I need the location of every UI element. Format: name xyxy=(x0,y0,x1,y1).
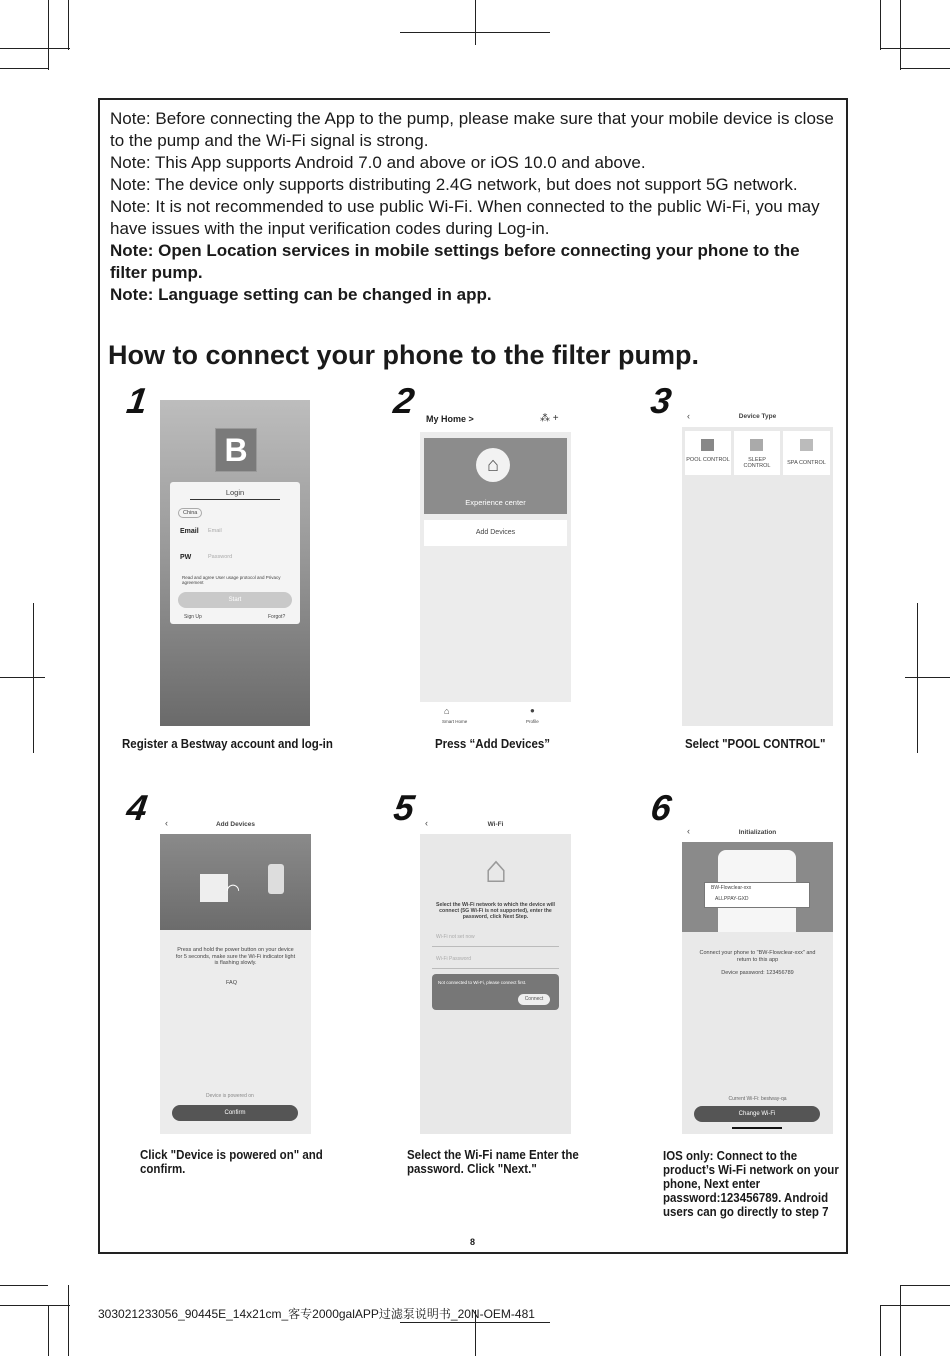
profile-tab-icon[interactable]: ● xyxy=(530,706,535,715)
crop-mark xyxy=(880,48,950,49)
crop-mark xyxy=(917,603,918,753)
note-bold: Note: Language setting can be changed in app. xyxy=(110,285,492,304)
house-wifi-icon: ⌂ xyxy=(484,849,508,891)
connect-button[interactable]: Connect xyxy=(518,994,550,1005)
wifi-name-field[interactable] xyxy=(432,930,559,947)
crop-mark xyxy=(68,1285,69,1356)
spa-control-tile[interactable] xyxy=(783,431,830,475)
plus-icon[interactable]: ⁂ + xyxy=(540,413,559,424)
step-caption: IOS only: Connect to the product’s Wi-Fi network on your phone, Next enter password:123456789. Android users can go directly to step 7 xyxy=(663,1149,839,1219)
back-icon[interactable]: ‹ xyxy=(687,411,690,421)
step-number: 2 xyxy=(391,380,417,421)
step-caption: Select the Wi-Fi name Enter the password. Click "Next." xyxy=(407,1148,579,1176)
email-label: Email xyxy=(180,528,199,535)
notes-block xyxy=(110,108,840,306)
crop-mark xyxy=(880,0,881,50)
device-type-title: Device Type xyxy=(738,413,777,420)
crop-mark xyxy=(880,1305,950,1306)
wifi-option-1[interactable]: BW-Flowclear-xxx xyxy=(711,885,752,891)
crop-mark xyxy=(68,0,69,50)
experience-center-card[interactable] xyxy=(424,438,567,514)
faq-link[interactable]: FAQ xyxy=(226,980,238,986)
start-button[interactable]: Start xyxy=(178,592,292,608)
tile-label: SPA CONTROL xyxy=(787,460,826,466)
crop-mark xyxy=(900,0,901,70)
step-number: 5 xyxy=(391,787,417,828)
note: Note: It is not recommended to use public Wi-Fi. When connected to the public Wi-Fi, you may have issues with the input verification codes during Log-in. xyxy=(110,197,820,238)
agreement-text[interactable]: Read and agree User usage protocol and Privacy agreement xyxy=(182,575,281,585)
add-devices-title: Add Devices xyxy=(215,821,256,828)
step-number: 6 xyxy=(648,787,674,828)
back-icon[interactable]: ‹ xyxy=(425,818,428,828)
login-title: Login xyxy=(225,488,245,497)
pool-control-tile[interactable] xyxy=(685,431,731,475)
bestway-logo: B xyxy=(215,428,257,472)
instruction-text: Press and hold the power button on your device for 5 seconds, make sure the Wi-Fi indicator light is flashing slowly. xyxy=(175,947,296,966)
sleep-control-tile[interactable] xyxy=(734,431,780,475)
tab-smart-home[interactable]: Smart Home xyxy=(442,719,468,724)
step-caption: Press “Add Devices” xyxy=(435,737,551,751)
wifi-option-2[interactable]: ALLPPAY-GXD xyxy=(715,896,749,902)
login-card xyxy=(170,482,300,624)
crop-mark xyxy=(33,603,34,753)
country-select[interactable]: China xyxy=(178,508,202,518)
phone-illustration xyxy=(682,842,833,932)
step-number: 1 xyxy=(124,380,150,421)
back-icon[interactable]: ‹ xyxy=(687,826,690,836)
confirm-button[interactable]: Confirm xyxy=(172,1105,298,1121)
warning-box xyxy=(432,974,559,1010)
note: Note: This App supports Android 7.0 and above or iOS 10.0 and above. xyxy=(110,153,646,172)
warning-text: Not connected to Wi-Fi, please connect first. xyxy=(438,980,527,985)
footer-code: 303021233056_90445E_14x21cm_客专2000galAPP过滤泵说明书_20N-OEM-481 xyxy=(98,1307,535,1321)
page-number: 8 xyxy=(470,1237,476,1247)
screenshot-home xyxy=(420,402,571,728)
wifi-password-placeholder: Wi-Fi Password xyxy=(436,956,472,962)
crop-mark xyxy=(0,48,70,49)
connect-instruction: Connect your phone to "BW-Flowclear-xxx" and return to this app xyxy=(699,950,816,963)
forgot-link[interactable]: Forgot? xyxy=(268,614,286,620)
home-title[interactable]: My Home > xyxy=(426,414,474,424)
home-tab-icon[interactable]: ⌂ xyxy=(444,706,450,716)
wifi-instruction: Select the Wi-Fi network to which the device will connect (5G Wi-Fi is not supported), enter the password, click Next Step. xyxy=(436,902,555,920)
screenshot-device-type xyxy=(682,405,833,726)
home-icon: ⌂ xyxy=(476,448,510,482)
wifi-password-field[interactable] xyxy=(432,952,559,969)
crop-mark xyxy=(0,68,48,69)
change-wifi-button[interactable]: Change Wi-Fi xyxy=(694,1106,820,1122)
signup-link[interactable]: Sign Up xyxy=(184,614,202,620)
crop-mark xyxy=(48,0,49,70)
step-caption: Select "POOL CONTROL" xyxy=(685,737,826,751)
crop-mark xyxy=(880,1305,881,1356)
wifi-name-placeholder: Wi-Fi not set now xyxy=(436,934,475,940)
tab-profile[interactable]: Profile xyxy=(526,719,539,724)
device-photo xyxy=(160,834,311,930)
note-bold: Note: Open Location services in mobile settings before connecting your phone to the filter pump. xyxy=(110,241,800,282)
add-devices-label: Add Devices xyxy=(475,529,516,536)
screenshot-login xyxy=(160,400,310,726)
note: Note: The device only supports distributing 2.4G network, but does not support 5G network. xyxy=(110,175,798,194)
current-wifi: Current Wi-Fi: bestway-qa xyxy=(728,1096,787,1102)
crop-mark xyxy=(0,1305,70,1306)
tile-label: POOL CONTROL xyxy=(686,457,730,463)
crop-mark xyxy=(900,68,950,69)
initialization-title: Initialization xyxy=(738,829,777,836)
note: Note: Before connecting the App to the pump, please make sure that your mobile device is close to the pump and the Wi-Fi signal is strong. xyxy=(110,109,834,150)
pw-label: PW xyxy=(180,554,192,561)
section-heading: How to connect your phone to the filter pump. xyxy=(108,340,699,370)
step-number: 3 xyxy=(648,380,674,421)
tile-label: SLEEP CONTROL xyxy=(743,457,771,469)
add-devices-button[interactable] xyxy=(424,520,567,546)
crop-mark xyxy=(475,0,476,45)
device-powered-checkbox[interactable]: Device is powered on xyxy=(206,1093,254,1099)
device-password: Device password: 123456789 xyxy=(721,970,794,976)
crop-mark xyxy=(48,1305,49,1356)
screenshot-add-devices xyxy=(160,812,311,1134)
step-caption: Click "Device is powered on" and confirm. xyxy=(140,1148,323,1176)
password-field[interactable]: Password xyxy=(208,554,233,560)
crop-mark xyxy=(900,1285,901,1356)
crop-mark xyxy=(900,1285,950,1286)
email-field[interactable]: Email xyxy=(208,528,222,534)
screenshot-initialization xyxy=(682,820,833,1134)
crop-mark xyxy=(0,1285,48,1286)
back-icon[interactable]: ‹ xyxy=(165,818,168,828)
step-caption: Register a Bestway account and log-in xyxy=(122,737,333,751)
wifi-icon: ◠ xyxy=(226,882,240,899)
crop-mark xyxy=(0,677,45,678)
step-number: 4 xyxy=(124,787,150,828)
crop-mark xyxy=(905,677,950,678)
screenshot-wifi xyxy=(420,812,571,1134)
wifi-title: Wi-Fi xyxy=(487,821,504,828)
experience-center-label: Experience center xyxy=(465,498,526,507)
